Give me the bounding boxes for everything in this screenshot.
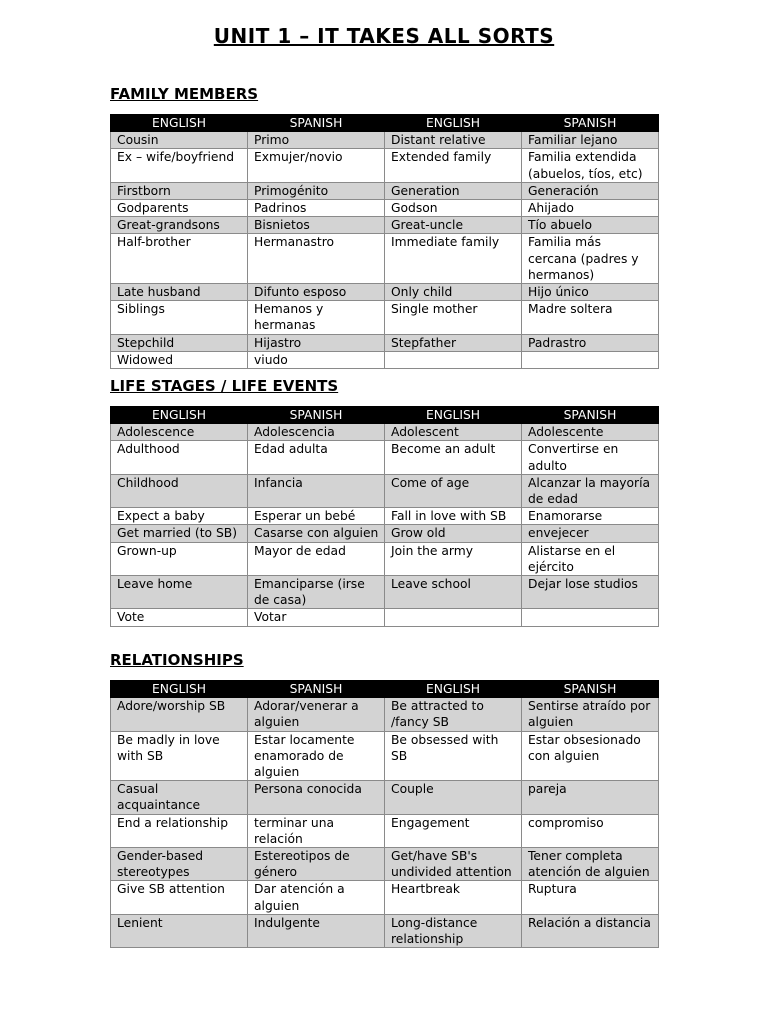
vocab-table-family-members [110,114,659,369]
spanish-term-cell [522,351,659,368]
english-term-cell: Firstborn [111,182,248,199]
english-term-cell: Single mother [385,301,522,334]
spanish-term-cell: Esperar un bebé [248,508,385,525]
spanish-term-cell: Primo [248,132,385,149]
english-term-cell: Stepfather [385,334,522,351]
spanish-term-cell: Padrastro [522,334,659,351]
english-term-cell: Be madly in love with SB [111,731,248,781]
spanish-term-cell: terminar una relación [248,814,385,847]
english-term-cell: Childhood [111,474,248,507]
spanish-term-cell: Hijo único [522,284,659,301]
page-title: UNIT 1 – IT TAKES ALL SORTS [213,24,555,48]
spanish-term-cell: Estar locamente enamorado de alguien [248,731,385,781]
spanish-term-cell: Bisnietos [248,217,385,234]
column-header: SPANISH [522,681,659,698]
spanish-term-cell: Persona conocida [248,781,385,814]
english-term-cell: Expect a baby [111,508,248,525]
english-term-cell: Great-uncle [385,217,522,234]
english-term-cell: Get/have SB's undivided attention [385,848,522,881]
spanish-term-cell: Casarse con alguien [248,525,385,542]
english-term-cell: Leave school [385,576,522,609]
table-row [111,542,659,575]
table-row [111,525,659,542]
spanish-term-cell: Hemanos y hermanas [248,301,385,334]
column-header: SPANISH [248,407,385,424]
english-term-cell: Heartbreak [385,881,522,914]
english-term-cell: Grow old [385,525,522,542]
column-header: ENGLISH [111,115,248,132]
spanish-term-cell: Enamorarse [522,508,659,525]
spanish-term-cell: Adolescente [522,424,659,441]
english-term-cell: Gender-based stereotypes [111,848,248,881]
spanish-term-cell: Estereotipos de género [248,848,385,881]
table-row [111,284,659,301]
table-row [111,914,659,947]
table-row [111,217,659,234]
spanish-term-cell: Emanciparse (irse de casa) [248,576,385,609]
spanish-term-cell: Edad adulta [248,441,385,474]
english-term-cell: Distant relative [385,132,522,149]
spanish-term-cell: Padrinos [248,200,385,217]
column-header: SPANISH [248,681,385,698]
table-row [111,576,659,609]
english-term-cell: Couple [385,781,522,814]
spanish-term-cell: Generación [522,182,659,199]
spanish-term-cell: Hermanastro [248,234,385,284]
vocab-table-relationships [110,680,659,948]
english-term-cell: Fall in love with SB [385,508,522,525]
section-heading-life-stages: LIFE STAGES / LIFE EVENTS [110,377,339,395]
table-row [111,781,659,814]
english-term-cell [385,351,522,368]
column-header: SPANISH [522,115,659,132]
column-header: SPANISH [522,407,659,424]
section-heading-relationships: RELATIONSHIPS [110,651,244,669]
column-header: ENGLISH [385,681,522,698]
english-term-cell: Half-brother [111,234,248,284]
table-row [111,182,659,199]
spanish-term-cell: Alistarse en el ejército [522,542,659,575]
spanish-term-cell: Sentirse atraído por alguien [522,698,659,731]
spanish-term-cell: viudo [248,351,385,368]
table-row [111,731,659,781]
english-term-cell: Adolescence [111,424,248,441]
spanish-term-cell: Votar [248,609,385,626]
english-term-cell: Adore/worship SB [111,698,248,731]
english-term-cell: Great-grandsons [111,217,248,234]
table-header-row [111,407,659,424]
spanish-term-cell: envejecer [522,525,659,542]
english-term-cell: Long-distance relationship [385,914,522,947]
table-row [111,149,659,182]
spanish-term-cell: Familia más cercana (padres y hermanos) [522,234,659,284]
spanish-term-cell [522,609,659,626]
table-row [111,351,659,368]
english-term-cell: Lenient [111,914,248,947]
english-term-cell: Godparents [111,200,248,217]
spanish-term-cell: Dar atención a alguien [248,881,385,914]
spanish-term-cell: Hijastro [248,334,385,351]
table-row [111,132,659,149]
english-term-cell [385,609,522,626]
spanish-term-cell: Mayor de edad [248,542,385,575]
table-row [111,881,659,914]
column-header: ENGLISH [111,407,248,424]
table-header-row [111,681,659,698]
english-term-cell: Casual acquaintance [111,781,248,814]
english-term-cell: Grown-up [111,542,248,575]
spanish-term-cell: Familia extendida (abuelos, tíos, etc) [522,149,659,182]
english-term-cell: Become an adult [385,441,522,474]
spanish-term-cell: Madre soltera [522,301,659,334]
spanish-term-cell: Exmujer/novio [248,149,385,182]
english-term-cell: Siblings [111,301,248,334]
table-row [111,334,659,351]
english-term-cell: End a relationship [111,814,248,847]
column-header: SPANISH [248,115,385,132]
spanish-term-cell: Dejar lose studios [522,576,659,609]
english-term-cell: Adulthood [111,441,248,474]
spanish-term-cell: Primogénito [248,182,385,199]
table-row [111,848,659,881]
table-row [111,234,659,284]
english-term-cell: Godson [385,200,522,217]
english-term-cell: Only child [385,284,522,301]
spanish-term-cell: Convertirse en adulto [522,441,659,474]
spanish-term-cell: Relación a distancia [522,914,659,947]
spanish-term-cell: Alcanzar la mayoría de edad [522,474,659,507]
column-header: ENGLISH [111,681,248,698]
english-term-cell: Widowed [111,351,248,368]
english-term-cell: Late husband [111,284,248,301]
table-header-row [111,115,659,132]
english-term-cell: Generation [385,182,522,199]
english-term-cell: Immediate family [385,234,522,284]
english-term-cell: Get married (to SB) [111,525,248,542]
english-term-cell: Be obsessed with SB [385,731,522,781]
table-row [111,441,659,474]
section-heading-family-members: FAMILY MEMBERS [110,85,259,103]
table-row [111,508,659,525]
spanish-term-cell: Adolescencia [248,424,385,441]
spanish-term-cell: pareja [522,781,659,814]
english-term-cell: Leave home [111,576,248,609]
table-row [111,698,659,731]
table-row [111,609,659,626]
english-term-cell: Vote [111,609,248,626]
spanish-term-cell: Ruptura [522,881,659,914]
table-row [111,424,659,441]
english-term-cell: Come of age [385,474,522,507]
spanish-term-cell: Adorar/venerar a alguien [248,698,385,731]
column-header: ENGLISH [385,115,522,132]
spanish-term-cell: Familiar lejano [522,132,659,149]
table-row [111,301,659,334]
column-header: ENGLISH [385,407,522,424]
spanish-term-cell: compromiso [522,814,659,847]
spanish-term-cell: Ahijado [522,200,659,217]
spanish-term-cell: Tío abuelo [522,217,659,234]
english-term-cell: Ex – wife/boyfriend [111,149,248,182]
english-term-cell: Stepchild [111,334,248,351]
spanish-term-cell: Infancia [248,474,385,507]
english-term-cell: Adolescent [385,424,522,441]
english-term-cell: Give SB attention [111,881,248,914]
english-term-cell: Be attracted to /fancy SB [385,698,522,731]
spanish-term-cell: Tener completa atención de alguien [522,848,659,881]
table-row [111,814,659,847]
english-term-cell: Extended family [385,149,522,182]
table-row [111,200,659,217]
table-row [111,474,659,507]
spanish-term-cell: Difunto esposo [248,284,385,301]
spanish-term-cell: Indulgente [248,914,385,947]
vocab-table-life-stages [110,406,659,627]
english-term-cell: Engagement [385,814,522,847]
english-term-cell: Cousin [111,132,248,149]
spanish-term-cell: Estar obsesionado con alguien [522,731,659,781]
english-term-cell: Join the army [385,542,522,575]
